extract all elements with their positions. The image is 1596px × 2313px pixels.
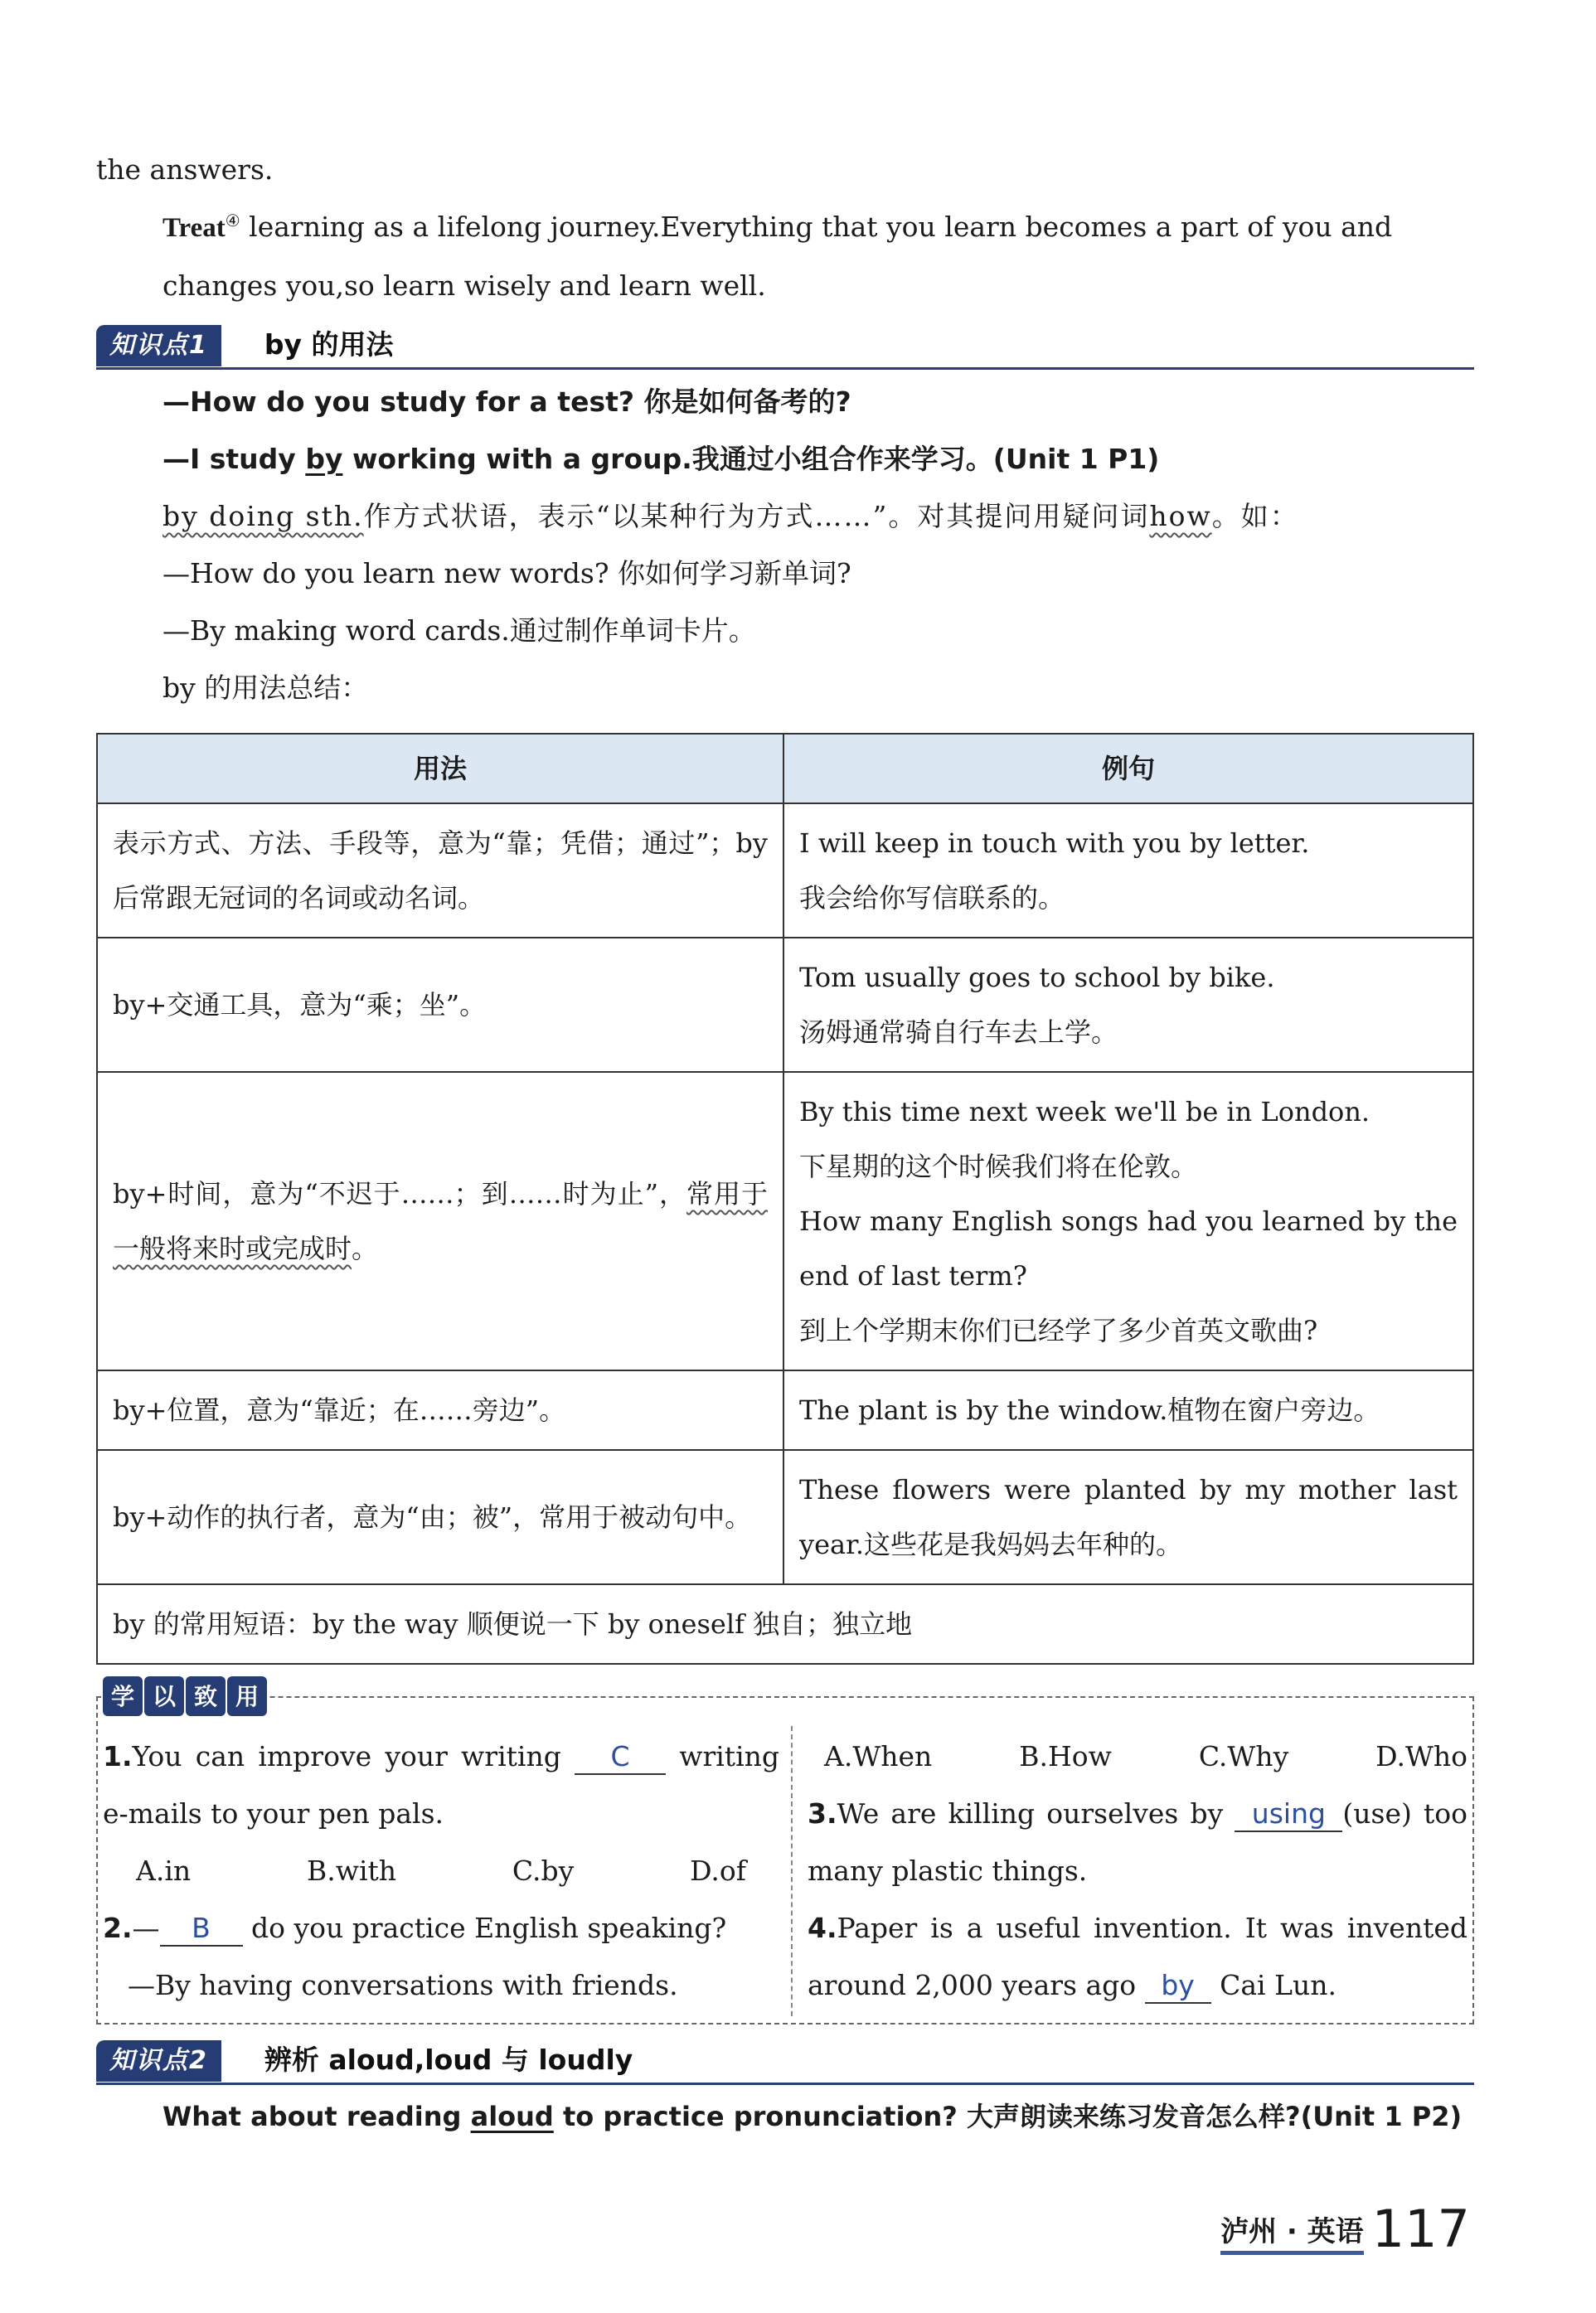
- kp2-example: [96, 2088, 1474, 2146]
- usage-cell: by+动作的执行者，意为“由；被”，常用于被动句中。: [97, 1450, 783, 1584]
- practice-badge: [103, 1676, 267, 1716]
- answer-blank: C: [575, 1740, 666, 1775]
- explanation-end: 。如：: [1211, 500, 1299, 532]
- question-1-options: [103, 1842, 779, 1899]
- usage-cell: [97, 1072, 783, 1370]
- practice-divider: [791, 1726, 793, 2016]
- question-2-options: [808, 1728, 1467, 1785]
- answer-blank: using: [1235, 1797, 1342, 1832]
- question-text: Cai Lun.: [1210, 1969, 1336, 2001]
- table-row: [97, 1370, 1473, 1450]
- practice-badge-char: 学: [103, 1676, 143, 1716]
- option: D.of: [690, 1855, 746, 1887]
- knowledge-point-2-header: [96, 2036, 1474, 2085]
- question-1: [103, 1728, 779, 1842]
- page-content: [96, 141, 1474, 2146]
- table-row: [97, 938, 1473, 1072]
- header-usage: 用法: [97, 734, 783, 803]
- question-text: We are killing ourselves by: [837, 1797, 1235, 1830]
- example-line: By this time next week we'll be in London.: [799, 1096, 1370, 1127]
- example-cell: [783, 803, 1473, 938]
- usage-table: [96, 733, 1474, 1665]
- table-row: [97, 1072, 1473, 1370]
- example-answer-pre: —I study: [163, 443, 306, 475]
- knowledge-point-2-title: 辨析 aloud,loud 与 loudly: [264, 2043, 633, 2076]
- kp2-example-aloud: aloud: [470, 2101, 554, 2132]
- option: B.How: [1019, 1740, 1112, 1772]
- example-answer-by: by: [305, 443, 343, 475]
- treat-word: Treat: [163, 213, 226, 243]
- usage-pre: by+时间，意为“不迟于……；到……时为止”，: [113, 1178, 686, 1210]
- knowledge-point-1-title: by 的用法: [264, 327, 394, 361]
- practice-box: [96, 1682, 1474, 2024]
- option: B.with: [307, 1855, 397, 1887]
- question-text: You can improve your writing: [132, 1740, 575, 1772]
- summary-label: by 的用法总结：: [163, 672, 369, 704]
- example-line: I will keep in touch with you by letter.: [799, 827, 1310, 859]
- question-text: —: [132, 1912, 160, 1944]
- option: A.in: [136, 1855, 192, 1887]
- practice-badge-char: 以: [144, 1676, 184, 1716]
- usage-cell: by+交通工具，意为“乘；坐”。: [97, 938, 783, 1072]
- example-line: 下星期的这个时候我们将在伦敦。: [799, 1151, 1198, 1182]
- example-answer: [96, 430, 1474, 487]
- example-question: —How do you study for a test? 你是如何备考的?: [163, 386, 851, 418]
- table-row: [97, 1584, 1473, 1664]
- question-4: [808, 1899, 1467, 2014]
- kp2-example-post: to practice pronunciation? 大声朗读来练习发音怎么样?(Unit 1 P2): [553, 2101, 1463, 2132]
- usage-cell: by+位置，意为“靠近；在……旁边”。: [97, 1370, 783, 1450]
- example-line: 我会给你写信联系的。: [799, 882, 1065, 914]
- question-number: 4.: [808, 1912, 837, 1944]
- example-cell: [783, 1072, 1473, 1370]
- example-line: Tom usually goes to school by bike.: [799, 962, 1275, 993]
- example2-answer: —By making word cards.通过制作单词卡片。: [163, 614, 756, 647]
- example-line: 到上个学期末你们已经学了多少首英文歌曲?: [799, 1315, 1318, 1346]
- explanation: [96, 487, 1474, 545]
- treat-paragraph: [96, 198, 1474, 314]
- practice-left-column: [103, 1728, 779, 2014]
- example-answer-post: working with a group.我通过小组合作来学习。(Unit 1 P1): [342, 443, 1160, 475]
- table-row: [97, 1450, 1473, 1584]
- answer-blank: by: [1145, 1969, 1211, 2004]
- question-text: writing e-mails to your pen pals.: [103, 1740, 779, 1830]
- usage-end: 。: [352, 1233, 379, 1264]
- explanation-text: 作方式状语，表示“以某种行为方式……”。对其提问用疑问词: [363, 500, 1150, 532]
- example2-question: —How do you learn new words? 你如何学习新单词?: [163, 557, 851, 589]
- question-text: (use) too many plastic things.: [808, 1797, 1467, 1887]
- practice-right-column: [808, 1728, 1467, 2014]
- question-3: [808, 1785, 1467, 1899]
- kp2-example-pre: What about reading: [163, 2101, 471, 2132]
- example-cell: [783, 938, 1473, 1072]
- page-footer: [1220, 2199, 1470, 2259]
- treat-rest: learning as a lifelong journey.Everything that you learn becomes a part of you and changes you,so learn wisely and learn well.: [163, 211, 1393, 302]
- practice-badge-char: 致: [186, 1676, 226, 1716]
- question-number: 3.: [808, 1797, 837, 1830]
- phrases-cell: by 的常用短语：by the way 顺便说一下 by oneself 独自；独立地: [97, 1584, 1473, 1664]
- table-row: [97, 803, 1473, 938]
- question-text: do you practice English speaking?: [242, 1912, 727, 1944]
- example-line: These flowers were planted by my mother last year.这些花是我妈妈去年种的。: [799, 1474, 1458, 1560]
- example-cell: [783, 1450, 1473, 1584]
- knowledge-point-1-header: [96, 321, 1474, 370]
- practice-badge-char: 用: [227, 1676, 267, 1716]
- option: A.When: [824, 1740, 933, 1772]
- usage-cell: 表示方式、方法、手段等，意为“靠；凭借；通过”；by 后常跟无冠词的名词或动名词。: [97, 803, 783, 938]
- header-example: 例句: [783, 734, 1473, 803]
- knowledge-point-1-badge: 知识点1: [96, 325, 221, 366]
- table-header-row: [97, 734, 1473, 803]
- option: C.by: [512, 1855, 575, 1887]
- option: C.Why: [1198, 1740, 1289, 1772]
- page-number: 117: [1371, 2199, 1470, 2259]
- example-line: 汤姆通常骑自行车去上学。: [799, 1016, 1118, 1048]
- footnote-marker: ④: [225, 211, 240, 230]
- question-number: 1.: [103, 1740, 133, 1772]
- explanation-term: by doing sth.: [163, 500, 364, 532]
- example-cell: [783, 1370, 1473, 1450]
- footer-label: 泸州 · 英语: [1220, 2209, 1364, 2255]
- question-text: Paper is a useful invention. It was invented around 2,000 years ago: [808, 1912, 1467, 2001]
- option: D.Who: [1375, 1740, 1467, 1772]
- example-line: The plant is by the window.植物在窗户旁边。: [799, 1394, 1380, 1426]
- usage-emphasis: 常用于一般将来时或完成时: [113, 1178, 768, 1264]
- answer-blank: B: [160, 1912, 243, 1947]
- example-line: How many English songs had you learned by the end of last term?: [799, 1205, 1458, 1292]
- question-2-reply: —By having conversations with friends.: [128, 1969, 678, 2001]
- question-2: [103, 1899, 779, 1957]
- intro-line: the answers.: [96, 153, 274, 186]
- explanation-how: how: [1149, 500, 1212, 532]
- knowledge-point-2-badge: 知识点2: [96, 2040, 221, 2082]
- question-number: 2.: [103, 1912, 133, 1944]
